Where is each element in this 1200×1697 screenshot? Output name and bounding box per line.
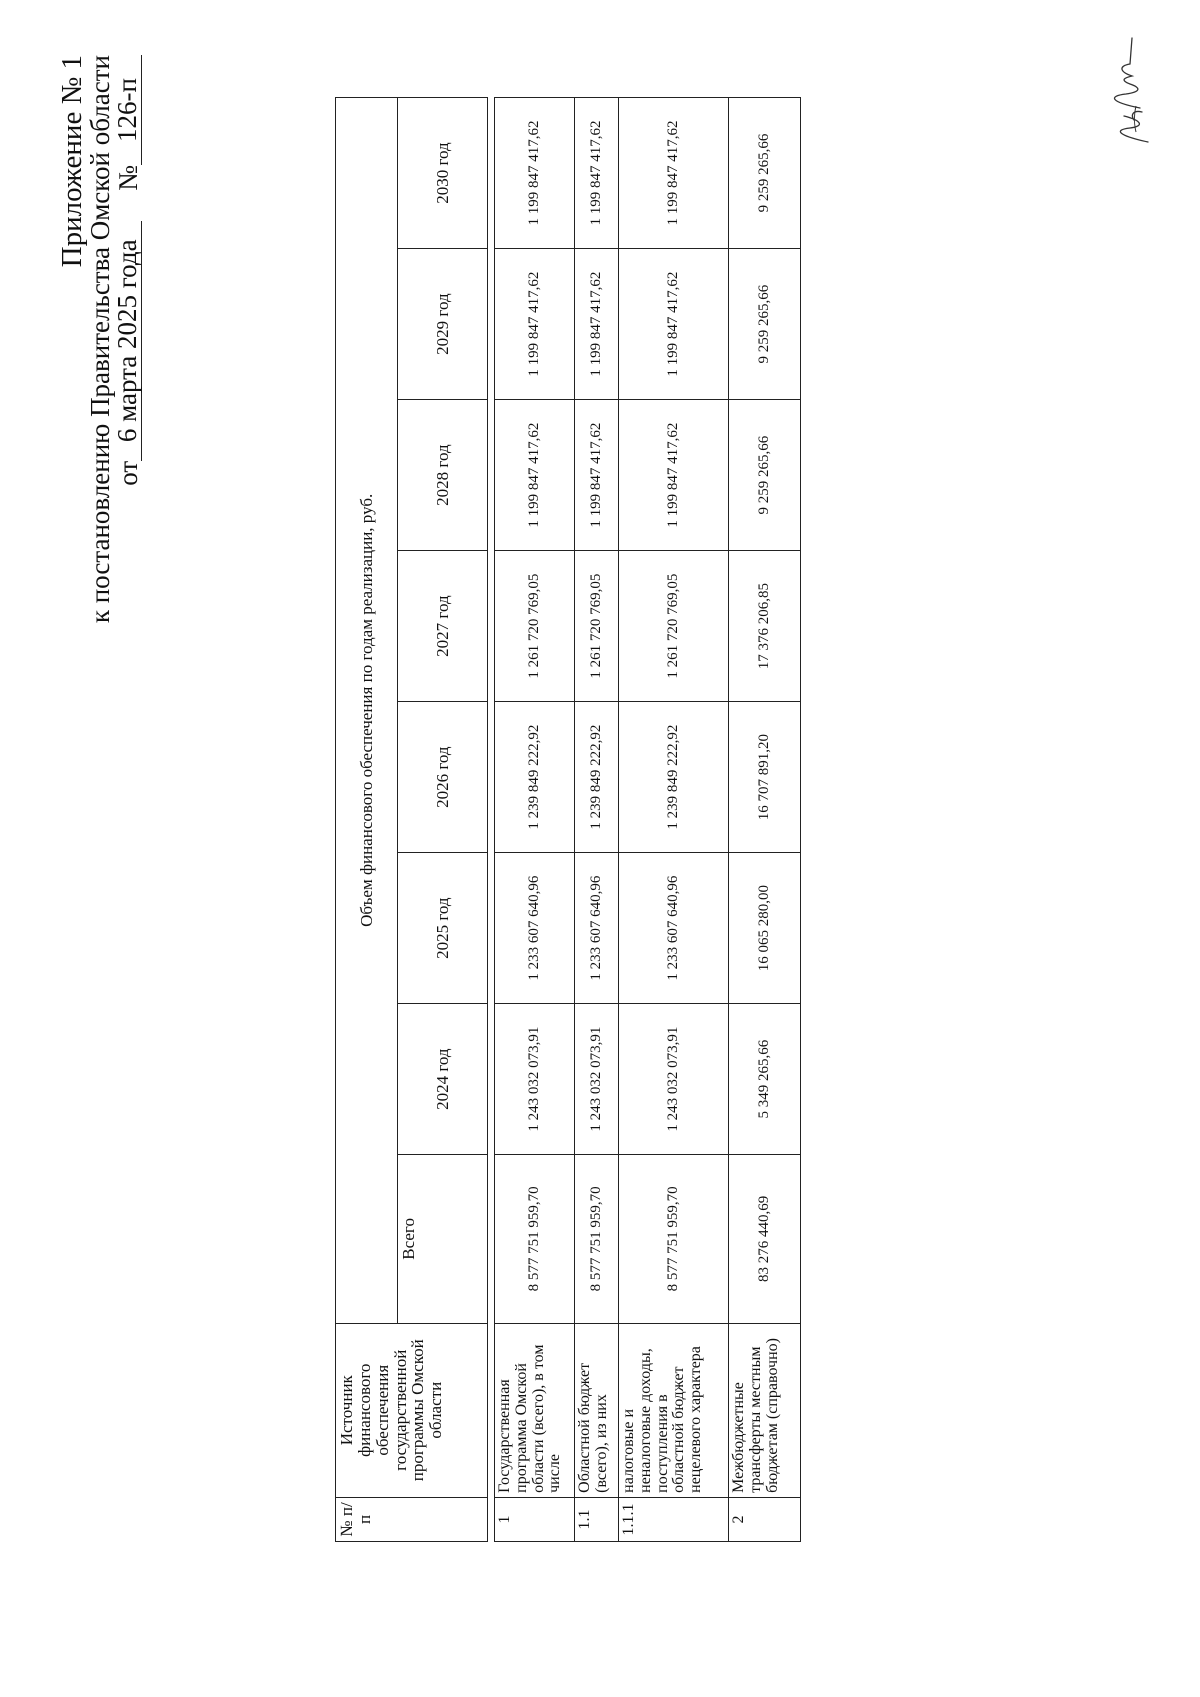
row-value: 1 199 847 417,62 [495,98,575,249]
date-number-line [114,55,142,715]
year-header: 2024 год [398,1004,488,1155]
year-header: 2028 год [398,400,488,551]
row-value: 1 199 847 417,62 [619,98,729,249]
row-source: Областной бюджет (всего), из них [575,1323,619,1497]
separator-row [488,98,495,1542]
row-value: 1 239 849 222,92 [619,702,729,853]
col-total-header: Всего [398,1155,488,1323]
row-number: 2 [729,1497,801,1541]
row-value: 1 199 847 417,62 [495,400,575,551]
table-row [619,98,729,1542]
row-value: 1 233 607 640,96 [619,853,729,1004]
row-value: 1 261 720 769,05 [495,551,575,702]
row-value: 9 259 265,66 [729,249,801,400]
year-header: 2027 год [398,551,488,702]
row-value: 5 349 265,66 [729,1004,801,1155]
row-value: 1 199 847 417,62 [575,98,619,249]
row-total: 8 577 751 959,70 [575,1155,619,1323]
row-value: 1 199 847 417,62 [575,249,619,400]
row-value: 1 199 847 417,62 [619,400,729,551]
row-value: 1 239 849 222,92 [495,702,575,853]
col-source-header: Источник финансового обеспечения государственной программы Омской области [336,1323,488,1497]
row-value: 1 243 032 073,91 [575,1004,619,1155]
resolution-reference: к постановлению Правительства Омской области [85,55,115,624]
row-source: Межбюджетные трансферты местным бюджетам (справочно) [729,1323,801,1497]
row-total: 8 577 751 959,70 [619,1155,729,1323]
document-header [58,55,142,715]
year-header: 2025 год [398,853,488,1004]
row-value: 17 376 206,85 [729,551,801,702]
year-header: 2030 год [398,98,488,249]
row-value: 1 261 720 769,05 [619,551,729,702]
year-header: 2029 год [398,249,488,400]
date-prefix: от [113,460,143,486]
row-value: 1 243 032 073,91 [619,1004,729,1155]
row-value: 1 199 847 417,62 [495,249,575,400]
row-number: 1.1 [575,1497,619,1541]
year-header: 2026 год [398,702,488,853]
col-num-header: № п/п [336,1497,488,1541]
row-source: налоговые и неналоговые доходы, поступления в областной бюджет нецелевого характера [619,1323,729,1497]
row-value: 16 707 891,20 [729,702,801,853]
row-value: 1 199 847 417,62 [619,249,729,400]
group-header: Объем финансового обеспечения по годам реализации, руб. [336,98,398,1324]
number-field: 126-п [114,55,142,165]
row-value: 16 065 280,00 [729,853,801,1004]
row-total: 83 276 440,69 [729,1155,801,1323]
row-number: 1.1.1 [619,1497,729,1541]
financing-table [335,97,801,1542]
row-value: 1 233 607 640,96 [575,853,619,1004]
row-value: 1 233 607 640,96 [495,853,575,1004]
row-value: 1 243 032 073,91 [495,1004,575,1155]
row-number: 1 [495,1497,575,1541]
header-row-1 [336,98,398,1542]
row-source: Государственная программа Омской области (всего), в том числе [495,1323,575,1497]
handwritten-signature [1090,30,1170,150]
row-total: 8 577 751 959,70 [495,1155,575,1323]
row-value: 1 239 849 222,92 [575,702,619,853]
date-field: 6 марта 2025 года [114,221,142,461]
row-value: 9 259 265,66 [729,98,801,249]
table-row [729,98,801,1542]
row-value: 9 259 265,66 [729,400,801,551]
appendix-title: Приложение № 1 [56,55,88,268]
table-row [575,98,619,1542]
row-value: 1 261 720 769,05 [575,551,619,702]
number-prefix: № [113,165,143,191]
row-value: 1 199 847 417,62 [575,400,619,551]
table-row [495,98,575,1542]
